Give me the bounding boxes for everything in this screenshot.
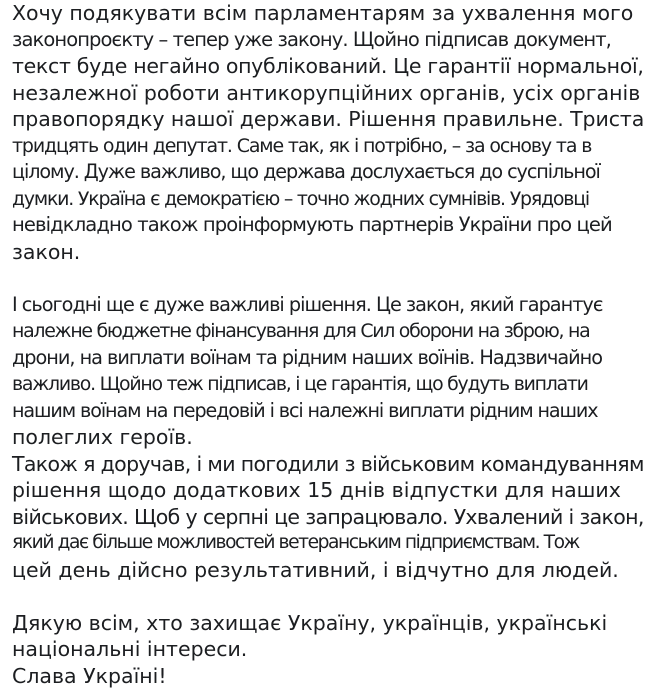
paragraph-gratitude bbox=[12, 0, 644, 265]
text-line: дрони, на виплати воїнам та рідним наших воїнів. Надзвичайно bbox=[12, 345, 644, 372]
paragraph-closing bbox=[12, 610, 644, 689]
text-line: цілому. Дуже важливо, що держава дослухається до суспільної bbox=[12, 159, 644, 186]
post-body bbox=[12, 0, 644, 689]
text-line: тридцять один депутат. Саме так, як і потрібно, – за основу та в bbox=[12, 133, 644, 160]
text-line: належне бюджетне фінансування для Сил оборони на зброю, на bbox=[12, 318, 644, 345]
text-line: І сьогодні ще є дуже важливі рішення. Це закон, який гарантує bbox=[12, 292, 644, 319]
paragraph-spacer bbox=[12, 265, 644, 292]
text-line: Дякую всім, хто захищає Україну, українців, українські bbox=[12, 610, 644, 637]
text-line: невідкладно також проінформують партнерів України про цей bbox=[12, 212, 644, 239]
text-line: рішення щодо додаткових 15 днів відпустки для наших bbox=[12, 477, 644, 504]
text-line: який дає більше можливостей ветеранським підприємствам. Тож bbox=[12, 530, 644, 557]
text-line: Хочу подякувати всім парламентарям за ухвалення мого bbox=[12, 0, 644, 27]
text-line: правопорядку нашої держави. Рішення правильне. Триста bbox=[12, 106, 644, 133]
text-line: національні інтереси. bbox=[12, 636, 644, 663]
text-line: закон. bbox=[12, 239, 644, 266]
text-line: текст буде негайно опублікований. Це гарантії нормальної, bbox=[12, 53, 644, 80]
text-line: думки. Україна є демократією – точно жодних сумнівів. Урядовці bbox=[12, 186, 644, 213]
text-line: військових. Щоб у серпні це запрацювало. Ухвалений і закон, bbox=[12, 504, 644, 531]
text-line: полеглих героїв. bbox=[12, 424, 644, 451]
paragraph-defense-funding bbox=[12, 292, 644, 451]
text-line: цей день дійсно результативний, і відчутно для людей. bbox=[12, 557, 644, 584]
closing-slogan: Слава Україні! bbox=[12, 663, 644, 689]
paragraph-military-leave bbox=[12, 451, 644, 584]
text-line: незалежної роботи антикорупційних органів, усіх органів bbox=[12, 80, 644, 107]
paragraph-spacer bbox=[12, 583, 644, 610]
text-line: законопроєкту – тепер уже закону. Щойно підписав документ, bbox=[12, 27, 644, 54]
text-line: нашим воїнам на передовій і всі належні виплати рідним наших bbox=[12, 398, 644, 425]
text-line: Також я доручав, і ми погодили з військовим командуванням bbox=[12, 451, 644, 478]
text-line: важливо. Щойно теж підписав, і це гарантія, що будуть виплати bbox=[12, 371, 644, 398]
